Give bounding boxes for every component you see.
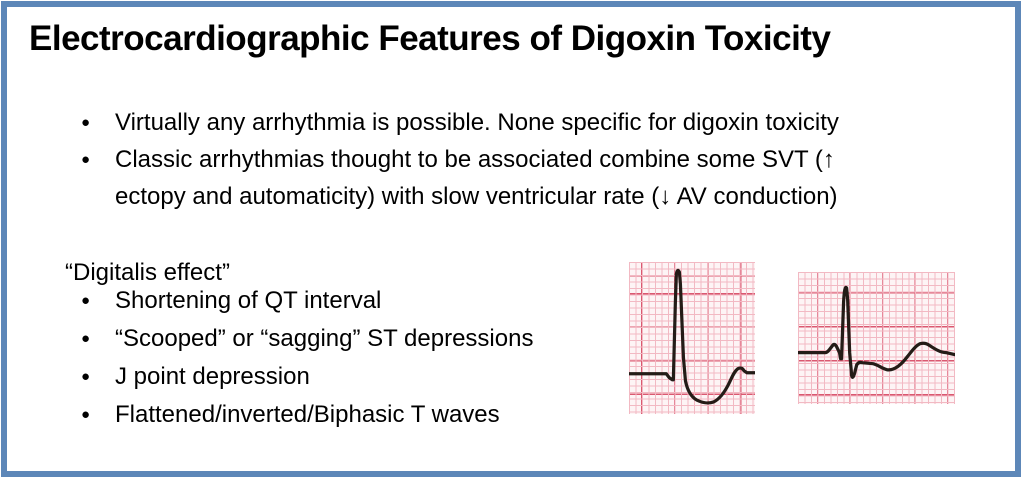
list-item (79, 396, 533, 434)
digitalis-bullet-list (79, 282, 533, 434)
list-item (79, 358, 533, 396)
bullet-icon: ● (81, 114, 91, 131)
list-item-label: ectopy and automaticity) with slow ventricular rate (↓ AV conduction) (115, 183, 838, 210)
list-item-label: “Scooped” or “sagging” ST depressions (115, 325, 534, 352)
arrhythmia-bullet-list (79, 104, 839, 215)
list-item-label: Virtually any arrhythmia is possible. None specific for digoxin toxicity (115, 109, 839, 136)
bullet-icon: ● (81, 368, 91, 385)
list-item-label: Shortening of QT interval (115, 287, 382, 314)
list-item-label: Flattened/inverted/Biphasic T waves (115, 401, 500, 428)
bullet-icon: ● (81, 292, 91, 309)
slide (1, 1, 1021, 477)
bullet-icon: ● (81, 406, 91, 423)
ecg-waveform-icon (629, 262, 755, 414)
ecg-strip-sagging-st-biphasic-t (798, 272, 955, 404)
list-item (79, 320, 533, 358)
ecg-trace (798, 287, 955, 377)
list-item-label: Classic arrhythmias thought to be associated combine some SVT (↑ (115, 146, 835, 173)
digitalis-effect-heading: “Digitalis effect” (65, 259, 230, 286)
ecg-trace (629, 270, 755, 403)
list-item (79, 141, 839, 215)
list-item (79, 104, 839, 141)
bullet-icon: ● (81, 151, 91, 168)
list-item-label: J point depression (115, 363, 310, 390)
bullet-icon: ● (81, 330, 91, 347)
ecg-strip-scooped-st (629, 262, 755, 414)
list-item (79, 282, 533, 320)
ecg-waveform-icon (798, 272, 955, 404)
page-title: Electrocardiographic Features of Digoxin Toxicity (29, 19, 831, 58)
